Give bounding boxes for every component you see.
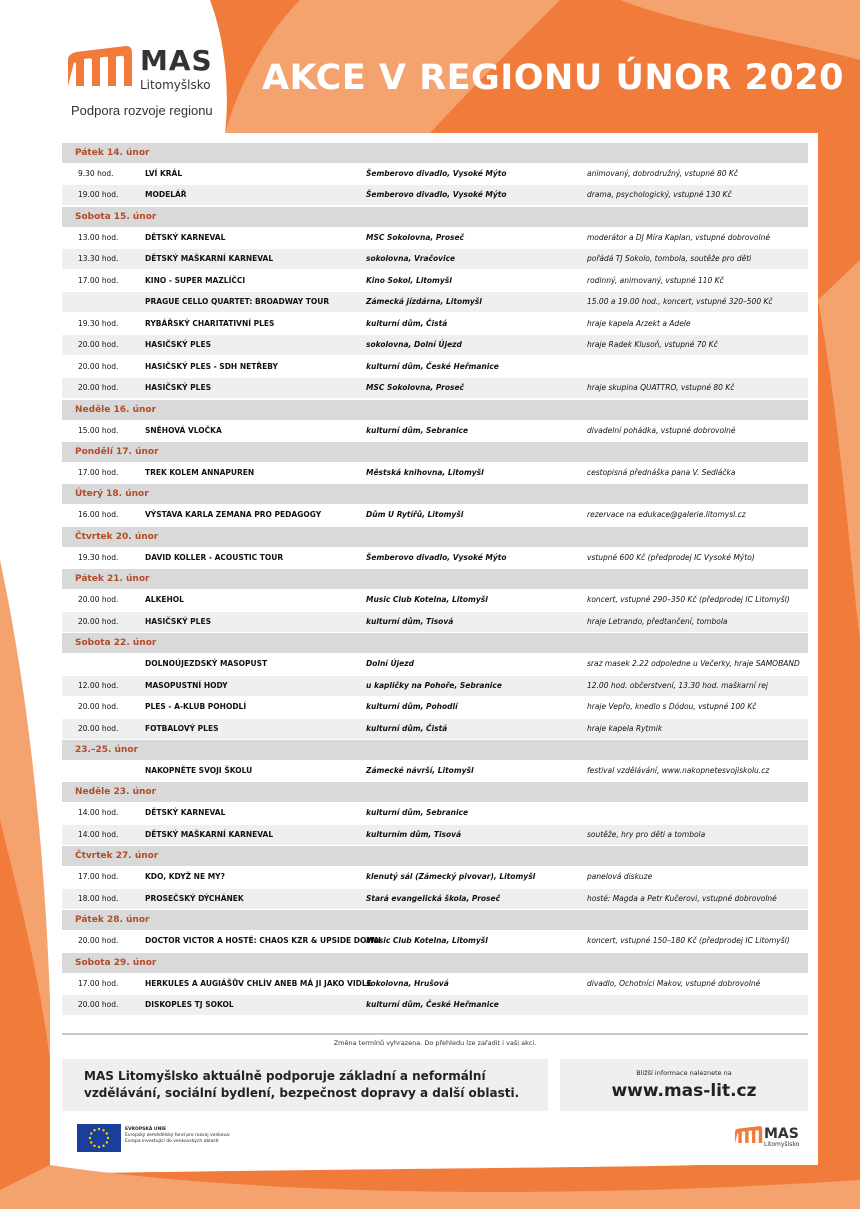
day-label: Pondělí 17. únor bbox=[75, 446, 159, 457]
event-name: DISKOPLES TJ SOKOL bbox=[145, 1000, 234, 1010]
event-row bbox=[62, 697, 808, 717]
event-time: 20.00 hod. bbox=[78, 616, 119, 626]
event-place: Dolní Újezd bbox=[366, 659, 414, 669]
change-notice: Změna termínů vyhrazena. Do přehledu lze zařadit i vaši akci. bbox=[333, 1039, 537, 1047]
eu-text bbox=[125, 1127, 235, 1145]
mas-logo-small-icon bbox=[735, 1126, 763, 1144]
event-info: animovaný, dobrodružný, vstupné 80 Kč bbox=[587, 169, 738, 178]
event-name: LVÍ KRÁL bbox=[145, 169, 183, 178]
event-time: 20.00 hod. bbox=[78, 340, 119, 350]
day-header bbox=[62, 143, 808, 163]
event-row bbox=[62, 931, 808, 951]
event-place: Městská knihovna, Litomyšl bbox=[366, 467, 484, 477]
event-place: sokolovna, Vračovice bbox=[366, 254, 456, 264]
day-header bbox=[62, 207, 808, 227]
event-place: Dům U Rytířů, Litomyšl bbox=[366, 510, 464, 520]
event-info: pořádá TJ Sokolo, tombola, soutěže pro děti bbox=[587, 254, 752, 264]
event-info: divadlo, Ochotníci Makov, vstupné dobrovolné bbox=[587, 978, 761, 988]
eu-star bbox=[102, 1145, 104, 1147]
event-place: Stará evangelická škola, Proseč bbox=[366, 893, 501, 903]
event-place: sokolovna, Dolní Újezd bbox=[366, 340, 462, 350]
eu-star bbox=[89, 1137, 91, 1139]
event-place: klenutý sál (Zámecký pivovar), Litomyšl bbox=[366, 872, 536, 882]
day-label: Neděle 16. únor bbox=[75, 404, 157, 415]
eu-flag-icon bbox=[77, 1124, 121, 1152]
info-small-text: Bližší informace naleznete na bbox=[636, 1069, 732, 1077]
day-label: Pátek 28. únor bbox=[75, 915, 150, 926]
event-name: PRAGUE CELLO QUARTET: BROADWAY TOUR bbox=[145, 297, 330, 307]
event-place: kulturní dům, Tisová bbox=[366, 616, 454, 626]
day-header bbox=[62, 782, 808, 802]
event-row bbox=[62, 548, 808, 568]
event-info: festival vzdělávání, www.nakopnetesvojiskolu.cz bbox=[587, 766, 770, 775]
event-name: DĚTSKÝ KARNEVAL bbox=[145, 232, 226, 242]
website-link[interactable]: www.mas-lit.cz bbox=[611, 1081, 757, 1101]
event-row bbox=[62, 867, 808, 887]
event-info: hosté: Magda a Petr Kučerovi, vstupné dobrovolné bbox=[587, 893, 777, 903]
event-info: hraje kapela Arzekt a Adele bbox=[587, 318, 691, 328]
event-name: NAKOPNĚTE SVOJI ŠKOLU bbox=[145, 766, 253, 775]
day-header bbox=[62, 400, 808, 420]
event-time: 14.00 hod. bbox=[78, 829, 119, 839]
event-name: DĚTSKÝ KARNEVAL bbox=[145, 808, 226, 818]
day-label: Čtvrtek 27. únor bbox=[75, 851, 159, 862]
logo-small-mas-text: MAS bbox=[764, 1126, 799, 1142]
event-time: 9.30 hod. bbox=[78, 169, 114, 178]
event-info: 12.00 hod. občerstvení, 13.30 hod. maškarní rej bbox=[587, 680, 768, 690]
event-name: DOLNOÚJEZDSKÝ MASOPUST bbox=[145, 659, 268, 669]
event-row bbox=[62, 185, 808, 205]
event-time: 20.00 hod. bbox=[78, 361, 119, 371]
logo-small-sub-text: Litomyšlsko bbox=[764, 1141, 800, 1148]
event-time: 18.00 hod. bbox=[78, 893, 119, 903]
eu-star bbox=[102, 1129, 104, 1131]
event-row bbox=[62, 357, 808, 377]
day-label: Sobota 29. únor bbox=[75, 957, 157, 968]
event-place: Šemberovo divadlo, Vysoké Mýto bbox=[366, 190, 507, 200]
event-place: kulturní dům, Čistá bbox=[366, 723, 448, 733]
slogan: Podpora rozvoje regionu bbox=[71, 103, 213, 118]
event-name: SNĚHOVÁ VLOČKA bbox=[145, 425, 222, 435]
support-text: MAS Litomyšlsko aktuálně podporuje základní a neformální vzdělávání, sociální bydlení, bezpečnost dopravy a další oblasti. bbox=[84, 1069, 520, 1100]
event-name: DOCTOR VICTOR A HOSTÉ: CHAOS KZR & UPSIDE DOWN bbox=[145, 936, 381, 946]
eu-star bbox=[98, 1128, 100, 1130]
event-row bbox=[62, 505, 808, 525]
eu-star bbox=[106, 1132, 108, 1134]
eu-star bbox=[90, 1132, 92, 1134]
event-name: HASIČSKÝ PLES - SDH NETŘEBY bbox=[145, 361, 278, 371]
event-place: kulturní dům, Sebranice bbox=[366, 808, 469, 818]
eu-title: EVROPSKÁ UNIE bbox=[125, 1127, 167, 1132]
eu-star bbox=[98, 1146, 100, 1148]
day-header bbox=[62, 953, 808, 973]
event-row bbox=[62, 995, 808, 1015]
event-time: 13.00 hod. bbox=[78, 232, 119, 242]
day-header bbox=[62, 442, 808, 462]
event-place: kulturní dům, České Heřmanice bbox=[366, 361, 499, 371]
event-place: Zámecké návrší, Litomyšl bbox=[366, 766, 474, 775]
event-time: 20.00 hod. bbox=[78, 936, 119, 946]
day-header bbox=[62, 633, 808, 653]
event-place: Music Club Kotelna, Litomyšl bbox=[366, 936, 488, 946]
event-info: koncert, vstupné 150–180 Kč (předprodej IC Litomyšl) bbox=[587, 936, 790, 946]
event-name: HERKULES A AUGIÁŠŮV CHLÍV ANEB MÁ JI JAKO VIDLE bbox=[145, 978, 372, 988]
event-place: kulturní dům, Sebranice bbox=[366, 425, 469, 435]
event-info: hraje skupina QUATTRO, vstupné 80 Kč bbox=[587, 383, 735, 393]
event-time: 20.00 hod. bbox=[78, 1000, 119, 1010]
event-time: 20.00 hod. bbox=[78, 702, 119, 712]
event-name: KINO - SUPER MAZLÍČCI bbox=[145, 275, 246, 285]
event-place: Šemberovo divadlo, Vysoké Mýto bbox=[366, 169, 507, 178]
day-label: Pátek 14. únor bbox=[75, 148, 150, 158]
event-name: RYBÁŘSKÝ CHARITATIVNÍ PLES bbox=[145, 318, 275, 328]
event-row bbox=[62, 421, 808, 441]
event-info: hraje Letrando, předtančení, tombola bbox=[587, 616, 728, 626]
logo-litomyslsko-text: Litomyšlsko bbox=[140, 78, 211, 92]
event-name: PLES - A-KLUB POHODLÍ bbox=[145, 702, 247, 712]
event-row bbox=[62, 803, 808, 823]
event-name: DĚTSKÝ MAŠKARNÍ KARNEVAL bbox=[145, 254, 274, 264]
event-time: 17.00 hod. bbox=[78, 872, 119, 882]
event-time: 13.30 hod. bbox=[78, 254, 119, 264]
logo-mas-text: MAS bbox=[140, 44, 213, 77]
eu-star bbox=[107, 1137, 109, 1139]
event-info: 15.00 a 19.00 hod., koncert, vstupné 320–500 Kč bbox=[587, 297, 773, 307]
event-time: 19.30 hod. bbox=[78, 318, 119, 328]
day-label: Sobota 22. únor bbox=[75, 638, 157, 649]
eu-subtitle: Evropský zemědělský fond pro rozvoj venkova: Evropa investující do venkovských oblastí bbox=[125, 1133, 231, 1144]
event-place: sokolovna, Hrušová bbox=[366, 978, 449, 988]
eu-star bbox=[93, 1145, 95, 1147]
event-info: rodinný, animovaný, vstupné 110 Kč bbox=[587, 275, 724, 285]
event-time: 16.00 hod. bbox=[78, 510, 119, 520]
event-name: TREK KOLEM ANNAPUREN bbox=[145, 467, 255, 477]
mas-logo bbox=[68, 44, 213, 92]
day-label: Pátek 21. únor bbox=[75, 574, 150, 585]
event-row bbox=[62, 292, 808, 312]
day-header bbox=[62, 527, 808, 547]
event-name: VÝSTAVA KARLA ZEMANA PRO PEDAGOGY bbox=[145, 510, 322, 520]
event-time: 17.00 hod. bbox=[78, 978, 119, 988]
page-title: AKCE V REGIONU ÚNOR 2020 bbox=[262, 58, 844, 98]
event-name: HASIČSKÝ PLES bbox=[145, 383, 211, 393]
event-row bbox=[62, 590, 808, 610]
event-row bbox=[62, 249, 808, 269]
event-row bbox=[62, 463, 808, 483]
support-box bbox=[62, 1059, 548, 1111]
day-header bbox=[62, 910, 808, 930]
mas-logo-icon bbox=[68, 46, 134, 88]
event-time: 12.00 hod. bbox=[78, 680, 119, 690]
day-label: 23.–25. únor bbox=[75, 745, 138, 755]
event-info: divadelní pohádka, vstupné dobrovolné bbox=[587, 425, 736, 435]
event-place: kulturní dům, Pohodlí bbox=[366, 702, 458, 712]
event-info: hraje Radek Klusoň, vstupné 70 Kč bbox=[587, 340, 718, 350]
event-place: kulturní dům, Čistá bbox=[366, 318, 448, 328]
event-time: 17.00 hod. bbox=[78, 275, 119, 285]
event-info: hraje Vepřo, knedlo s Dódou, vstupné 100 Kč bbox=[587, 702, 757, 712]
event-time: 15.00 hod. bbox=[78, 425, 119, 435]
event-row bbox=[62, 889, 808, 909]
event-name: ALKEHOL bbox=[145, 595, 184, 605]
event-row bbox=[62, 719, 808, 739]
event-row bbox=[62, 974, 808, 994]
event-info: rezervace na edukace@galerie.litomysl.cz bbox=[587, 510, 746, 520]
event-info: koncert, vstupné 290–350 Kč (předprodej IC Litomyšl) bbox=[587, 595, 790, 605]
eu-star bbox=[106, 1141, 108, 1143]
day-header bbox=[62, 484, 808, 504]
event-row bbox=[62, 314, 808, 334]
event-row bbox=[62, 378, 808, 398]
event-place: kulturní dům, České Heřmanice bbox=[366, 1000, 499, 1010]
day-label: Neděle 23. únor bbox=[75, 787, 157, 798]
event-time: 14.00 hod. bbox=[78, 808, 119, 818]
event-place: kulturním dům, Tisová bbox=[366, 829, 462, 839]
event-place: u kapličky na Pohoře, Sebranice bbox=[366, 680, 502, 690]
day-header bbox=[62, 569, 808, 589]
day-header bbox=[62, 846, 808, 866]
event-name: FOTBALOVÝ PLES bbox=[145, 723, 219, 733]
event-time: 20.00 hod. bbox=[78, 595, 119, 605]
event-info: panelová diskuze bbox=[587, 872, 653, 882]
event-place: Šemberovo divadlo, Vysoké Mýto bbox=[366, 552, 507, 562]
event-row bbox=[62, 335, 808, 355]
event-time: 17.00 hod. bbox=[78, 467, 119, 477]
event-name: MASOPUSTNÍ HODY bbox=[145, 680, 228, 690]
event-time: 20.00 hod. bbox=[78, 383, 119, 393]
day-header bbox=[62, 740, 808, 760]
day-label: Úterý 18. únor bbox=[75, 489, 149, 500]
event-place: Zámecká jízdárna, Litomyšl bbox=[366, 297, 482, 307]
event-row bbox=[62, 612, 808, 632]
eu-star bbox=[93, 1129, 95, 1131]
event-name: HASIČSKÝ PLES bbox=[145, 616, 211, 626]
event-row bbox=[62, 164, 808, 184]
eu-star bbox=[90, 1141, 92, 1143]
event-row bbox=[62, 825, 808, 845]
event-name: PROSEČSKÝ DÝCHÁNEK bbox=[145, 893, 244, 903]
day-label: Čtvrtek 20. únor bbox=[75, 531, 159, 542]
event-place: MSC Sokolovna, Proseč bbox=[366, 383, 464, 393]
event-place: Music Club Kotelna, Litomyšl bbox=[366, 595, 488, 605]
event-place: MSC Sokolovna, Proseč bbox=[366, 232, 464, 242]
event-row bbox=[62, 761, 808, 781]
info-box bbox=[560, 1059, 808, 1111]
event-info: drama, psychologický, vstupné 130 Kč bbox=[587, 190, 732, 200]
event-name: KDO, KDYŽ NE MY? bbox=[145, 872, 225, 882]
footer-divider bbox=[62, 1033, 808, 1035]
event-name: HASIČSKÝ PLES bbox=[145, 340, 211, 350]
event-name: DĚTSKÝ MAŠKARNÍ KARNEVAL bbox=[145, 829, 274, 839]
event-info: cestopisná přednáška pana V. Sedláčka bbox=[587, 467, 736, 477]
event-time: 19.30 hod. bbox=[78, 552, 119, 562]
day-label: Sobota 15. únor bbox=[75, 211, 157, 222]
event-row bbox=[62, 271, 808, 291]
event-info: vstupné 600 Kč (předprodej IC Vysoké Mýto) bbox=[587, 552, 755, 562]
event-row bbox=[62, 228, 808, 248]
event-row bbox=[62, 654, 808, 674]
event-info: hraje kapela Rytmik bbox=[587, 723, 663, 733]
event-info: moderátor a DJ Míra Kaplan, vstupné dobrovolné bbox=[587, 232, 770, 242]
event-info: sraz masek 2.22 odpoledne u Večerky, hraje SAMOBAND bbox=[587, 659, 800, 669]
event-name: DAVID KOLLER - ACOUSTIC TOUR bbox=[145, 552, 284, 562]
event-info: soutěže, hry pro děti a tombola bbox=[587, 829, 706, 839]
event-time: 19.00 hod. bbox=[78, 190, 119, 200]
event-name: MODELÁŘ bbox=[145, 190, 187, 200]
event-time: 20.00 hod. bbox=[78, 723, 119, 733]
event-row bbox=[62, 676, 808, 696]
event-place: Kino Sokol, Litomyšl bbox=[366, 275, 452, 285]
